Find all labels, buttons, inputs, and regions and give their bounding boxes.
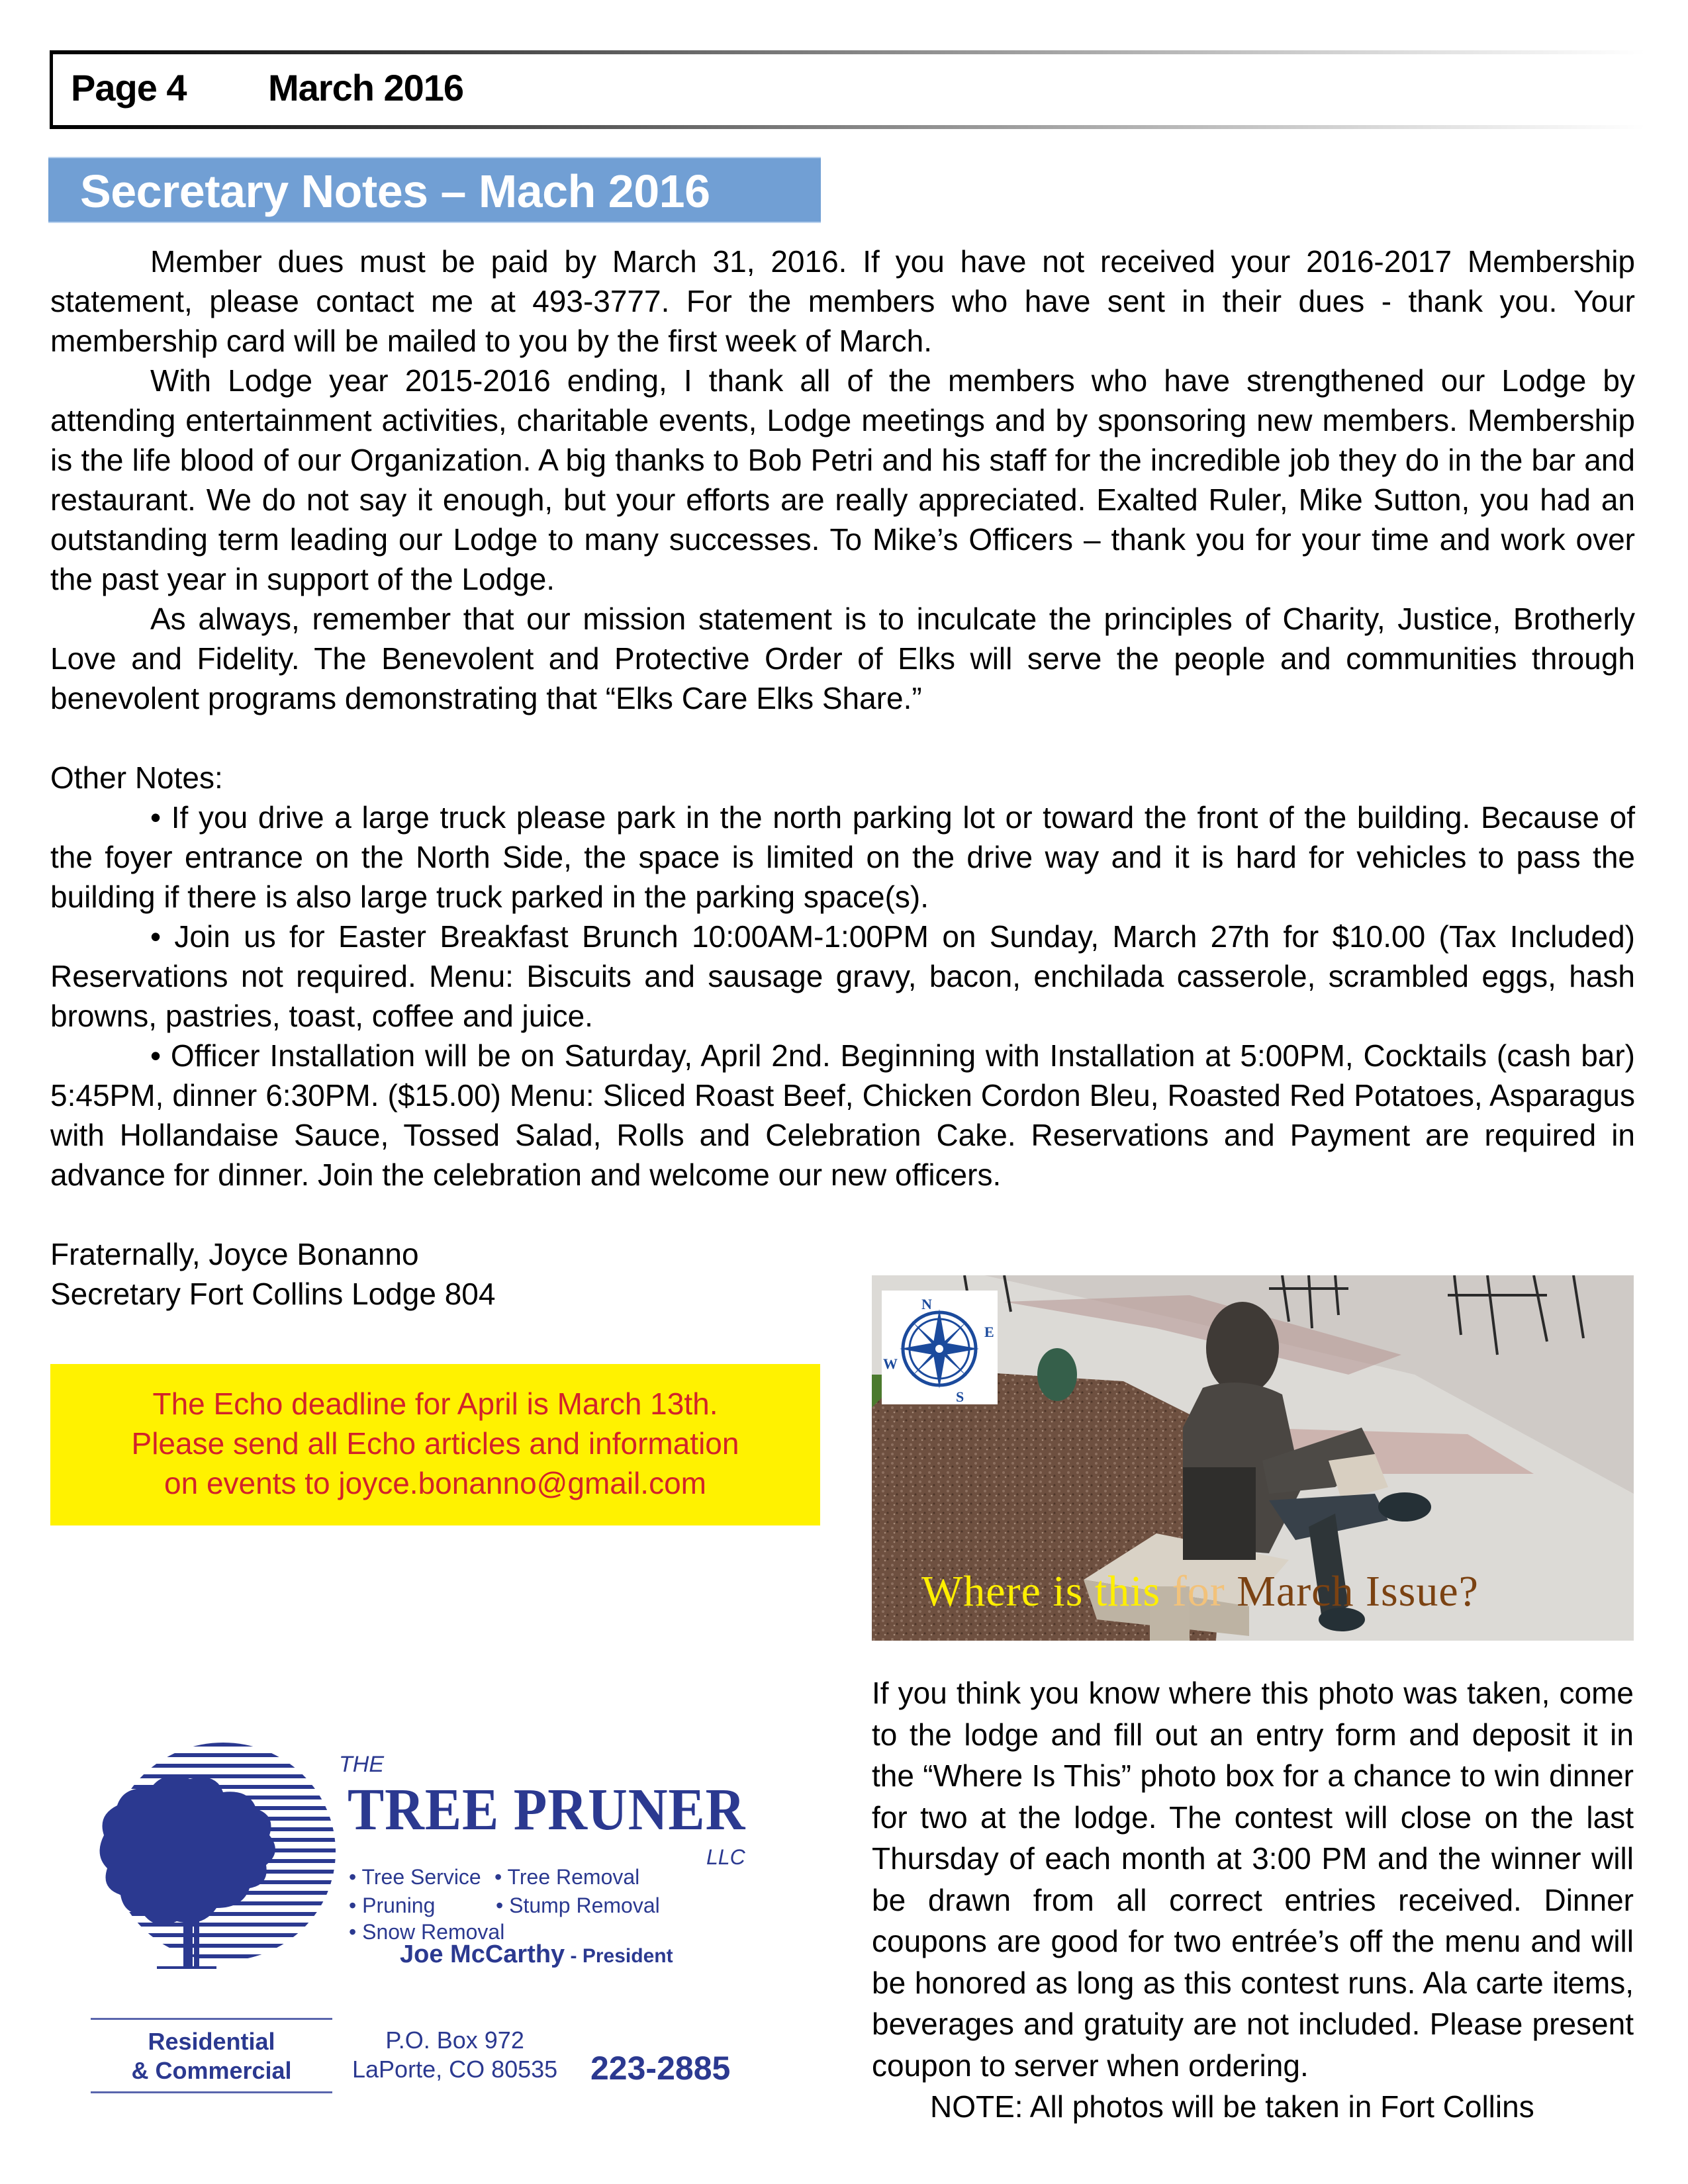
ad-phone: 223-2885 <box>590 2050 731 2087</box>
ad-the: THE <box>339 1752 384 1777</box>
paragraph: With Lodge year 2015-2016 ending, I thank all of the members who have strengthened our Lodge by attending entertainment activities, charitable events, Lodge meetings and by sponsoring new members. Membership is the life blood of our Organization. A big thanks to Bob Petri and his staff for the incredible job they do in the bar and restaurant. We do not say it enough, but your efforts are really appreciated. Exalted Ruler, Mike Sutton, you had an outstanding term leading our Lodge to many successes. To Mike’s Officers – thank you for your time and work over the past year in support of the Lodge. <box>50 363 1635 596</box>
note-item: • If you drive a large truck please park in the north parking lot or toward the front of the building. Because of the foyer entrance on the North Side, the space is limited on the drive way and it is hard for vehicles to pass the building if there is also large truck parked in the parking space(s). <box>50 800 1635 914</box>
ad-service-type <box>91 2027 332 2085</box>
header-top-rule <box>50 50 1645 54</box>
ad-rule <box>91 2091 332 2093</box>
ad-llc: LLC <box>706 1845 745 1869</box>
tree-logo-icon <box>91 1743 336 1981</box>
article-body <box>50 242 1635 1314</box>
ad-contact-name: Joe McCarthy <box>400 1940 565 1968</box>
contest-rules: If you think you know where this photo was taken, come to the lodge and fill out an entry form and deposit it in the “Where Is This” photo box for a chance to win dinner for two at the lodge. The contest will close on the last Thursday of each month at 3:00 PM and the winner will be drawn from all correct entries received. Dinner coupons are good for two entrée’s off the menu and will be honored as long as this contest runs. Ala carte items, beverages and gratuity are not included. Please present coupon to server when ordering. <box>872 1676 1634 2083</box>
deadline-line: Please send all Echo articles and information <box>131 1426 739 1461</box>
photo-caption <box>921 1567 1479 1617</box>
ad-address <box>352 2026 557 2084</box>
ad-type-line: Residential <box>148 2028 275 2055</box>
caption-part: March Issue? <box>1237 1567 1479 1615</box>
contest-photo <box>872 1275 1634 1641</box>
ad-rule <box>91 2018 332 2020</box>
header-left-rule <box>50 50 53 129</box>
compass-n: N <box>921 1296 932 1312</box>
compass-logo <box>882 1291 998 1404</box>
paragraph: Member dues must be paid by March 31, 2016. If you have not received your 2016-2017 Membership statement, please contact me at 493-3777. For the members who have sent in their dues - thank you. Your membership card will be mailed to you by the first week of March. <box>50 244 1635 358</box>
article-title-bar <box>48 157 821 223</box>
ad-service: • Snow Removal <box>349 1920 505 1944</box>
note-item: • Join us for Easter Breakfast Brunch 10:00AM-1:00PM on Sunday, March 27th for $10.00 (Tax Included) Reservations not required. Menu: Biscuits and sausage gravy, bacon, enchilada casserole, scrambled eggs, hash browns, pastries, toast, coffee and juice. <box>50 919 1635 1033</box>
ad-service: • Tree Removal <box>494 1865 640 1889</box>
contest-description <box>872 1672 1634 2128</box>
ad-type-line: & Commercial <box>131 2057 292 2084</box>
caption-part: for <box>1172 1567 1237 1615</box>
article-title: Secretary Notes – Mach 2016 <box>80 165 710 217</box>
ad-contact <box>400 1940 673 1969</box>
header-bottom-rule <box>50 125 1645 129</box>
other-notes-heading: Other Notes: <box>50 760 223 795</box>
compass-w: W <box>883 1355 898 1372</box>
issue-date: March 2016 <box>268 67 464 109</box>
ad-contact-title: - President <box>565 1945 673 1967</box>
note-item: • Officer Installation will be on Saturday, April 2nd. Beginning with Installation at 5:00PM, Cocktails (cash bar) 5:45PM, dinner 6:30PM. ($15.00) Menu: Sliced Roast Beef, Chicken Cordon Bleu, Roasted Red Potatoes, Asparagus with Hollandaise Sauce, Tossed Salad, Rolls and Celebration Cake. Reservations and Payment are required in advance for dinner. Join the celebration and welcome our new officers. <box>50 1038 1635 1192</box>
compass-e: E <box>984 1324 994 1340</box>
compass-rose-icon <box>882 1291 998 1404</box>
ad-service: • Pruning <box>349 1893 436 1917</box>
ad-company-name: TREE PRUNER <box>348 1777 746 1843</box>
ad-address-line: P.O. Box 972 <box>385 2026 524 2054</box>
ad-service: • Tree Service <box>349 1865 481 1889</box>
deadline-line: on events to joyce.bonanno@gmail.com <box>164 1466 706 1500</box>
ad-address-line: LaPorte, CO 80535 <box>352 2056 558 2083</box>
signature-title: Secretary Fort Collins Lodge 804 <box>50 1277 496 1311</box>
page-header <box>50 50 1645 129</box>
caption-part: Where is this <box>921 1567 1172 1615</box>
deadline-notice <box>50 1364 820 1525</box>
deadline-line: The Echo deadline for April is March 13th. <box>152 1387 718 1421</box>
tree-pruner-ad <box>91 1743 786 2113</box>
ad-service: • Stump Removal <box>496 1893 660 1917</box>
contest-note: NOTE: All photos will be taken in Fort Collins <box>930 2089 1534 2124</box>
paragraph: As always, remember that our mission statement is to inculcate the principles of Charity, Justice, Brotherly Love and Fidelity. The Benevolent and Protective Order of Elks will serve the people and communities through benevolent programs demonstrating that “Elks Care Elks Share.” <box>50 602 1635 715</box>
signature-closing: Fraternally, Joyce Bonanno <box>50 1237 419 1271</box>
compass-s: S <box>956 1388 964 1404</box>
page-number: Page 4 <box>71 67 187 109</box>
